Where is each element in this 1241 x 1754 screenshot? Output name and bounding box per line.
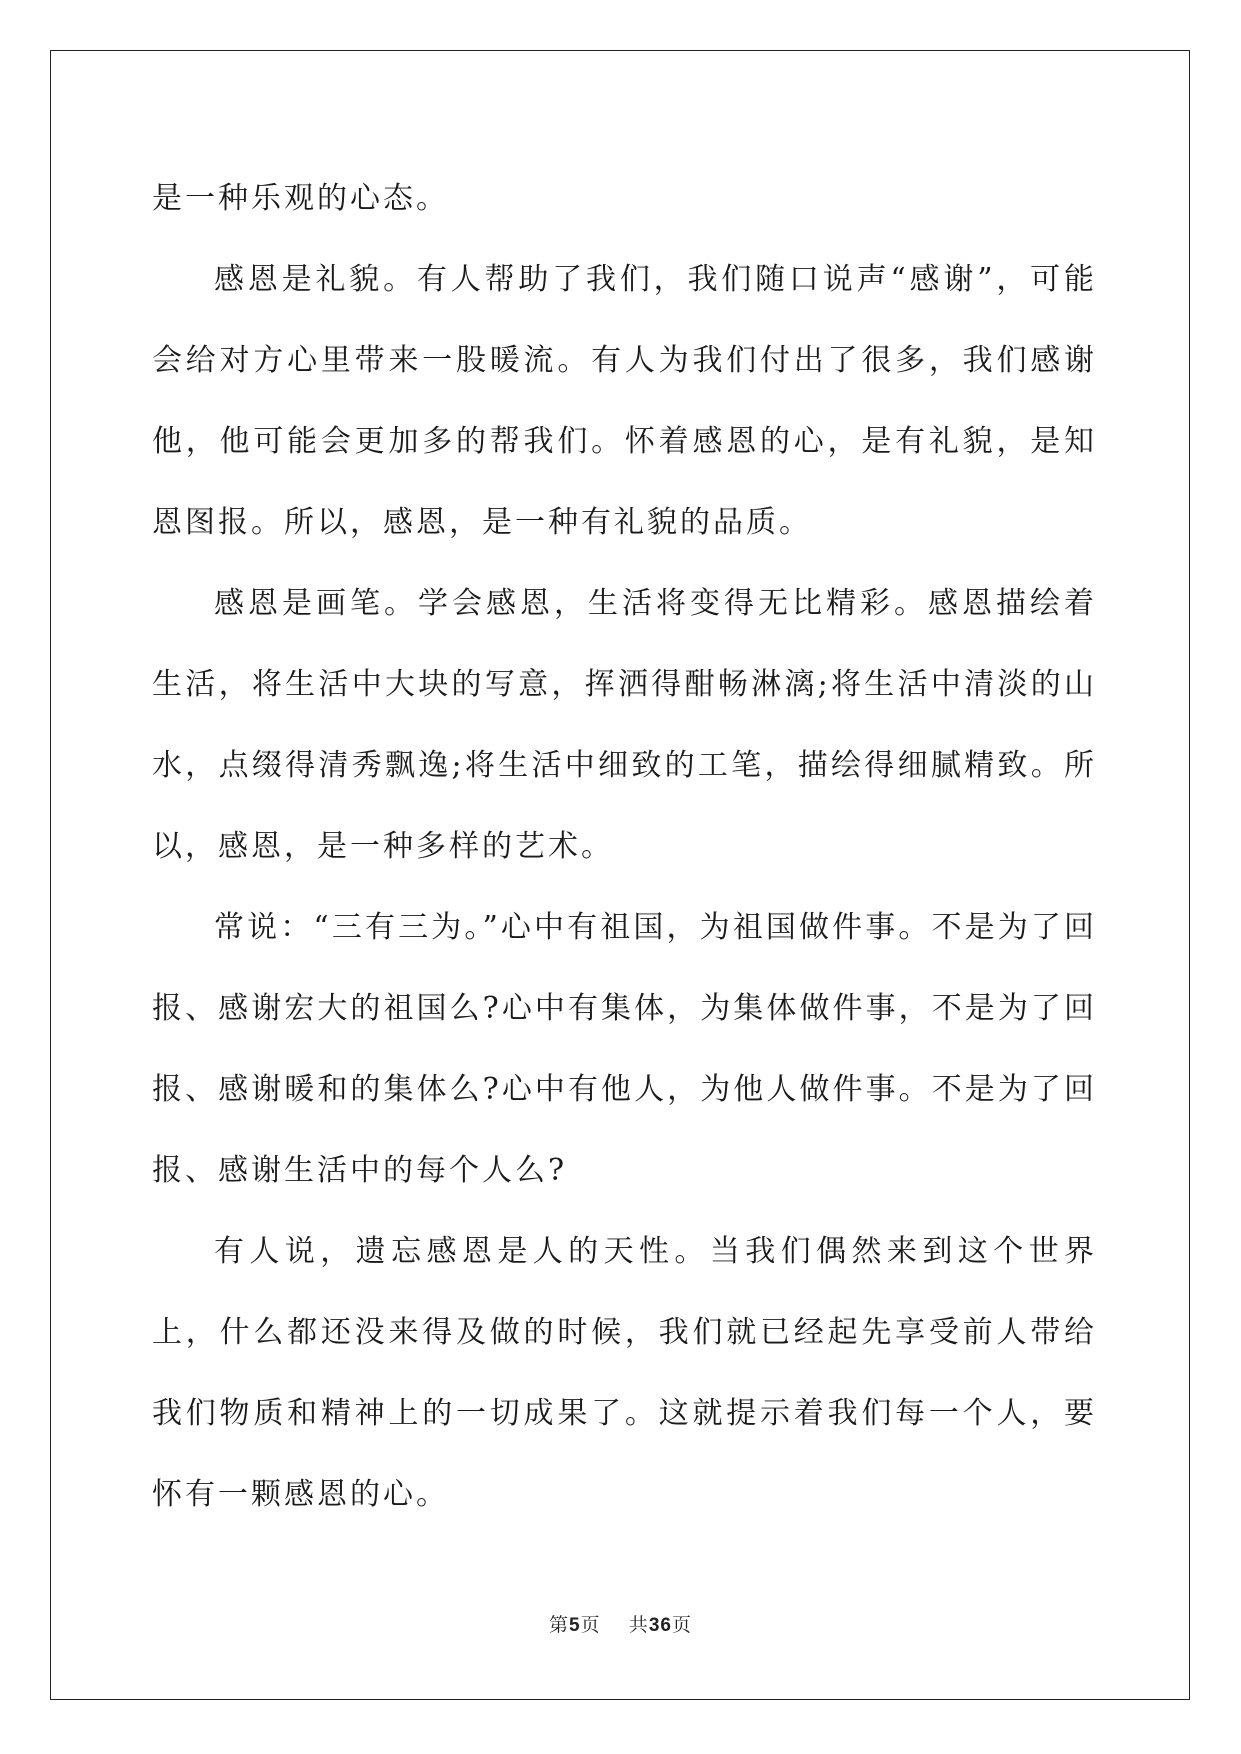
paragraph-4: 常说：“三有三为。”心中有祖国，为祖国做件事。不是为了回报、感谢宏大的祖国么?心中有集体，为集体做件事，不是为了回报、感谢暖和的集体么?心中有他人，为他人做件事。不是为了回报、感谢生活中的每个人么? <box>152 910 1097 1188</box>
total-page-count: 36 <box>648 1615 672 1636</box>
footer-total-suffix: 页 <box>671 1614 692 1636</box>
current-page-number: 5 <box>569 1615 581 1636</box>
document-body <box>152 158 1097 1535</box>
paragraph-3: 感恩是画笔。学会感恩，生活将变得无比精彩。感恩描绘着生活，将生活中大块的写意，挥洒得酣畅淋漓;将生活中清淡的山水，点缀得清秀飘逸;将生活中细致的工笔，描绘得细腻精致。所以，感恩，是一种多样的艺术。 <box>152 586 1097 864</box>
paragraph-2: 感恩是礼貌。有人帮助了我们，我们随口说声“感谢”，可能会给对方心里带来一股暖流。有人为我们付出了很多，我们感谢他，他可能会更加多的帮我们。怀着感恩的心，是有礼貌，是知恩图报。所以，感恩，是一种有礼貌的品质。 <box>152 262 1097 540</box>
footer-prefix: 第 <box>549 1614 570 1636</box>
footer-page-suffix: 页 <box>580 1614 601 1636</box>
paragraph-5: 有人说，遗忘感恩是人的天性。当我们偶然来到这个世界上，什么都还没来得及做的时候，我们就已经起先享受前人带给我们物质和精神上的一切成果了。这就提示着我们每一个人，要怀有一颗感恩的心。 <box>152 1234 1097 1512</box>
footer-total-prefix: 共 <box>628 1614 649 1636</box>
page-footer <box>0 1610 1241 1637</box>
paragraph-1: 是一种乐观的心态。 <box>152 181 449 216</box>
